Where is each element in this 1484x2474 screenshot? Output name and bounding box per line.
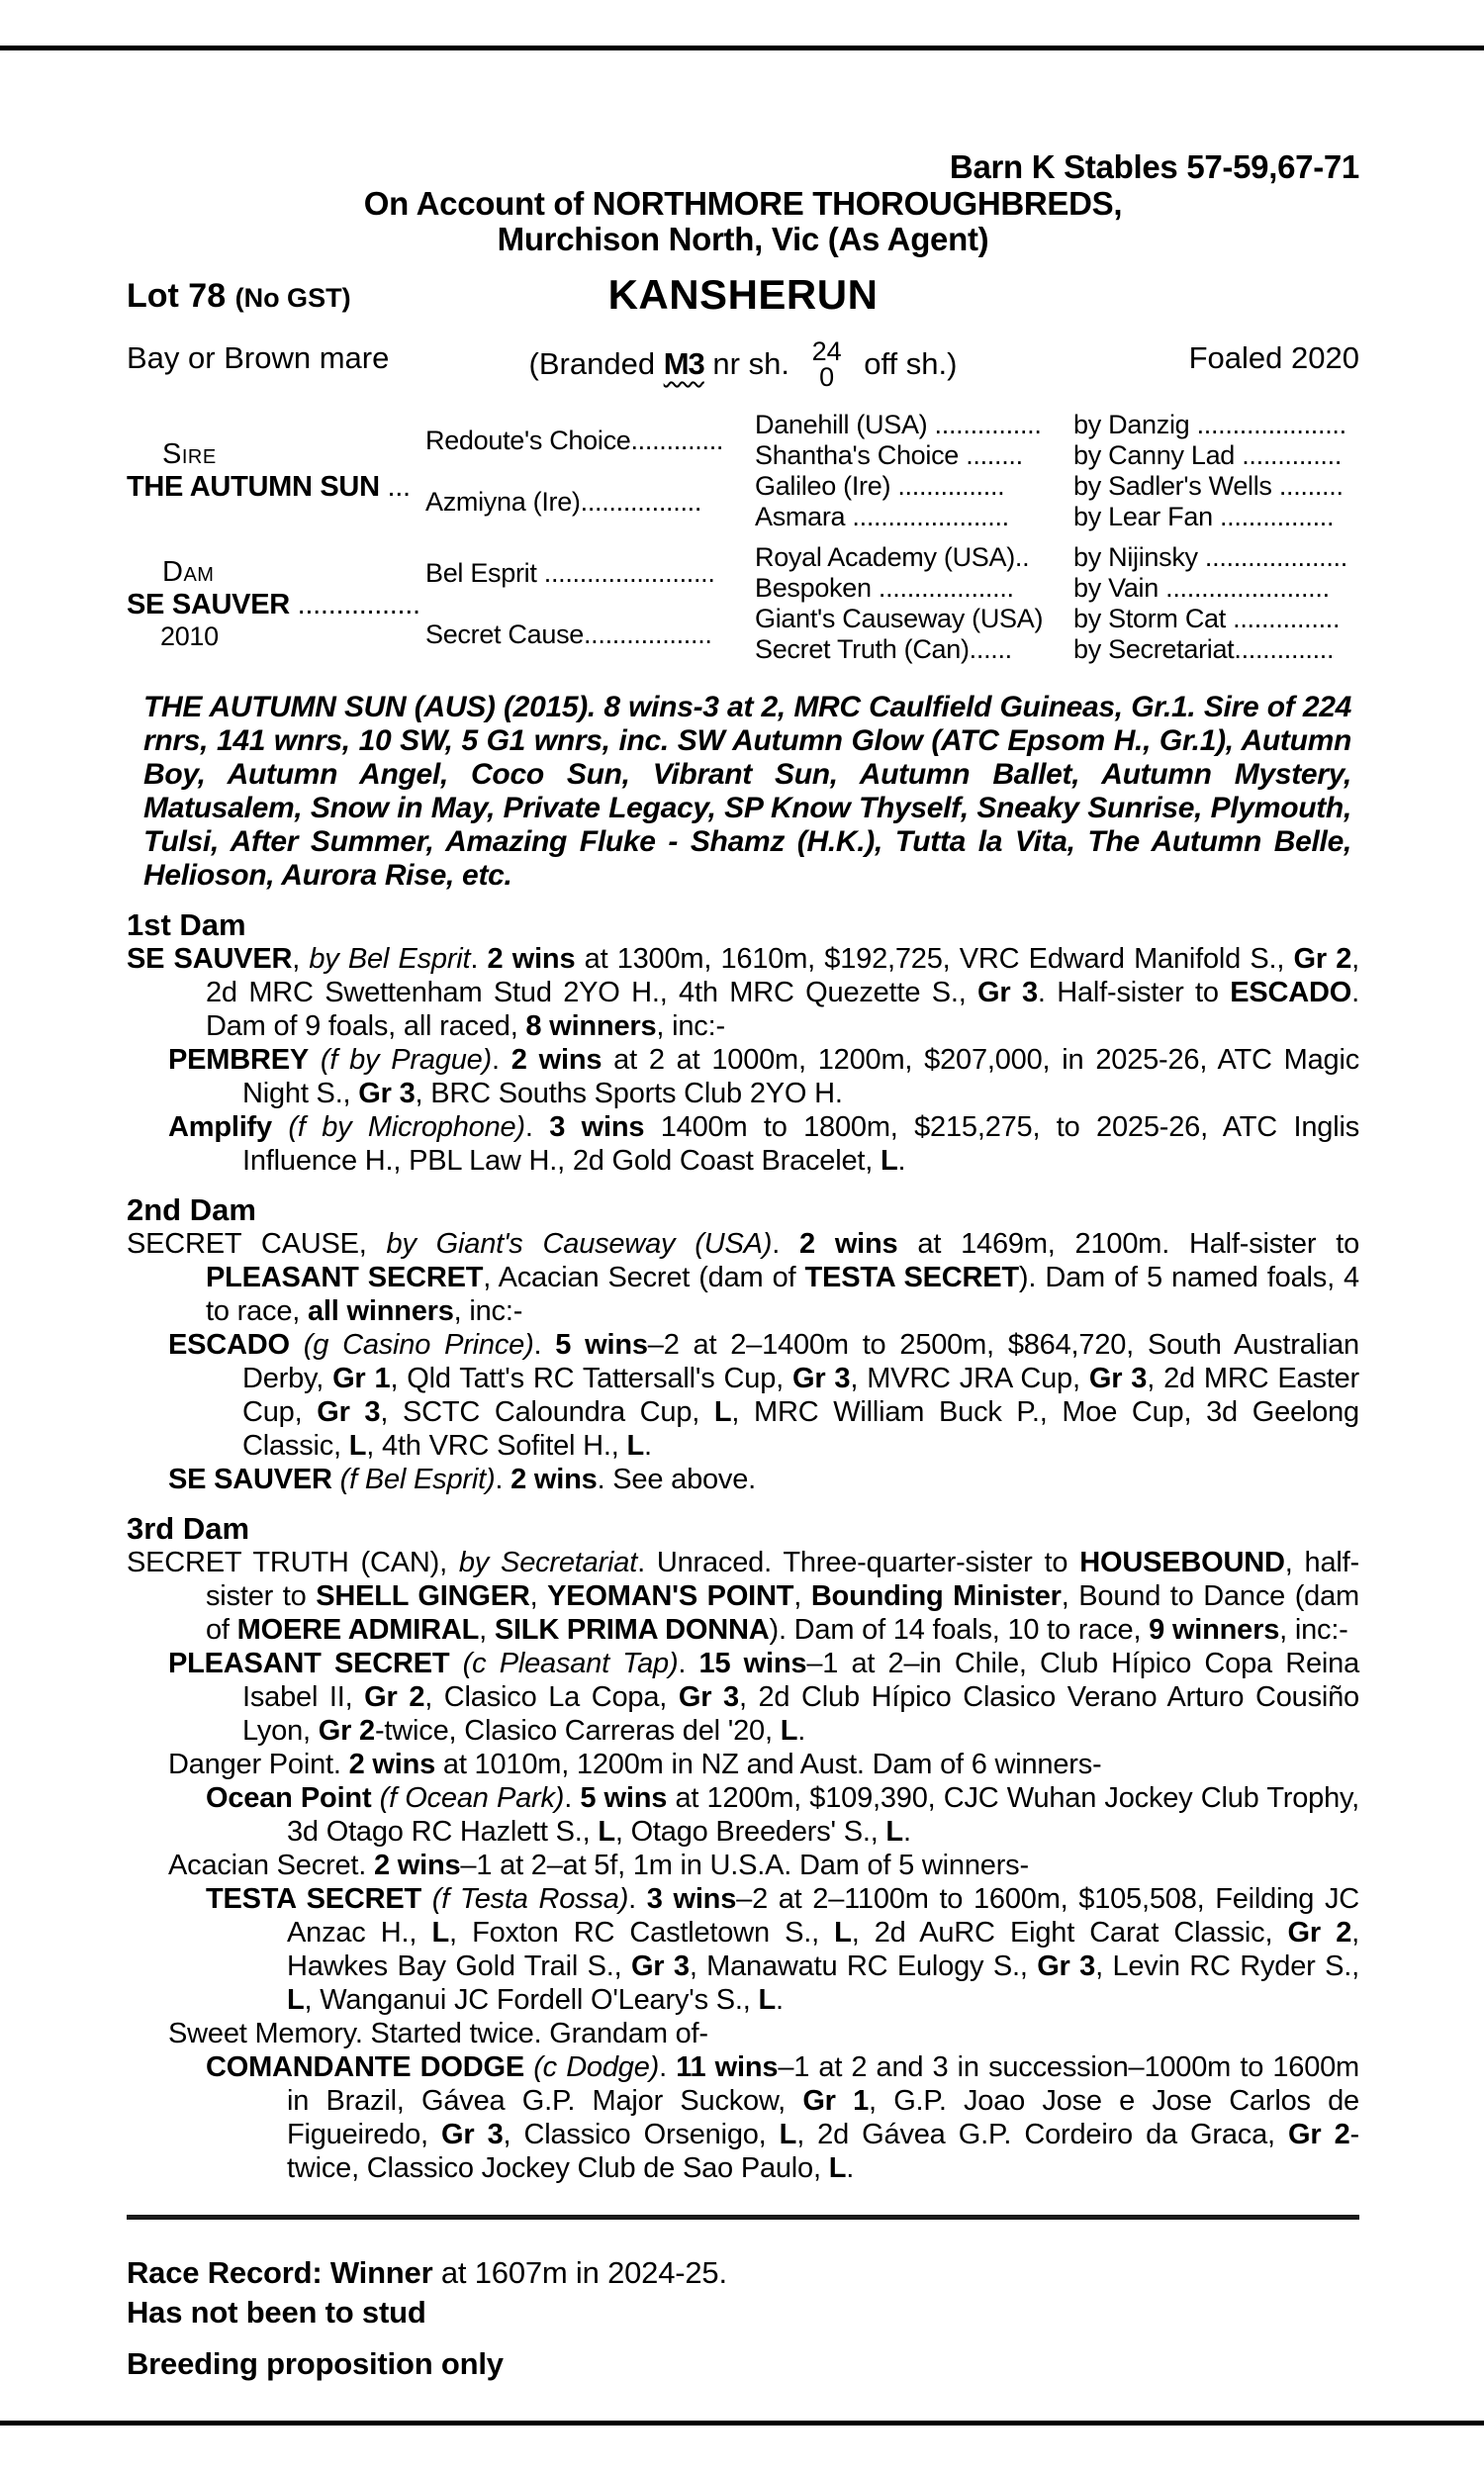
dam-name: SE SAUVER ................ xyxy=(127,588,420,620)
catalogue-paragraph: Amplify (f by Microphone). 3 wins 1400m to 1800m, $215,275, to 2025-26, ATC Inglis Influence H., PBL Law H., 2d Gold Coast Bracelet, L. xyxy=(168,1111,1360,1177)
brand-suffix: off sh.) xyxy=(864,346,958,382)
catalogue-paragraph: SECRET TRUTH (CAN), by Secretariat. Unraced. Three-quarter-sister to HOUSEBOUND, half-sister to SHELL GINGER, YEOMAN'S POINT, Bounding Minister, Bound to Dance (dam of MOERE ADMIRAL, SILK PRIMA DONNA). Dam of 14 foals, 10 to race, 9 winners, inc:- xyxy=(127,1547,1359,1646)
colour-sex: Bay or Brown mare xyxy=(127,340,390,375)
pedigree-grandparent: Shantha's Choice ........ xyxy=(755,440,1023,470)
catalogue-paragraph: Breeding proposition only xyxy=(127,2346,504,2381)
catalogue-paragraph: PLEASANT SECRET (c Pleasant Tap). 15 wins–1 at 2–in Chile, Club Hípico Copa Reina Isabel II, Gr 2, Clasico La Copa, Gr 3, 2d Club Hípico Clasico Verano Arturo Cousiño Lyon, Gr 2-twice, Clasico Carreras del '20, L. xyxy=(168,1648,1360,1747)
catalogue-paragraph: SE SAUVER, by Bel Esprit. 2 wins at 1300m, 1610m, $192,725, VRC Edward Manifold S., Gr 2, 2d MRC Swettenham Stud 2YO H., 4th MRC Quezette S., Gr 3. Half-sister to ESCADO. Dam of 9 foals, all raced, 8 winners, inc:- xyxy=(127,943,1360,1042)
catalogue-paragraph: Has not been to stud xyxy=(127,2295,426,2330)
pedigree-parent: Bel Esprit ........................ xyxy=(425,557,715,588)
brand-prefix: (Branded xyxy=(528,346,656,382)
dam-label: Dam xyxy=(162,555,215,588)
pedigree-grandparent: Danehill (USA) ............... xyxy=(755,410,1042,439)
pedigree-by-sire: by Sadler's Wells ......... xyxy=(1073,471,1344,501)
catalogue-paragraph: ESCADO (g Casino Prince). 5 wins–2 at 2–1400m to 2500m, $864,720, South Australian Derby, Gr 1, Qld Tatt's RC Tattersall's Cup, Gr 3, MVRC JRA Cup, Gr 3, 2d MRC Easter Cup, Gr 3, SCTC Caloundra Cup, L, MRC William Buck P., Moe Cup, 3d Geelong Classic, L, 4th VRC Sofitel H., L. xyxy=(168,1329,1359,1462)
brand-description xyxy=(127,336,1359,392)
dam-section-heading: 2nd Dam xyxy=(127,1192,256,1227)
page-top-rule xyxy=(0,46,1484,50)
dam-block xyxy=(127,542,425,665)
dam-section-heading: 3rd Dam xyxy=(127,1511,250,1546)
description-row xyxy=(127,331,1359,392)
pedigree-by-sire: by Danzig ..................... xyxy=(1073,410,1346,439)
lot-label: Lot 78 xyxy=(127,277,227,315)
sire-block xyxy=(127,410,425,532)
pedigree-grandparent: Giant's Causeway (USA) xyxy=(755,604,1044,633)
pedigree-parent: Redoute's Choice............. xyxy=(425,425,724,455)
pedigree-by-sire: by Lear Fan ................ xyxy=(1073,502,1335,531)
location-line: Murchison North, Vic (As Agent) xyxy=(497,221,989,257)
catalogue-paragraph: Danger Point. 2 wins at 1010m, 1200m in NZ and Aust. Dam of 6 winners- xyxy=(168,1749,1102,1780)
catalogue-paragraph: Race Record: Winner at 1607m in 2024-25. xyxy=(127,2255,727,2290)
pedigree-table xyxy=(127,410,1359,665)
race-record xyxy=(127,2253,1359,2384)
pedigree-grandparent: Asmara ...................... xyxy=(755,502,1009,531)
pedigree-grandparent: Secret Truth (Can)...... xyxy=(755,634,1012,664)
pedigree-by-sire: by Storm Cat ............... xyxy=(1073,604,1341,633)
catalogue-paragraph: SE SAUVER (f Bel Esprit). 2 wins. See above. xyxy=(168,1464,757,1495)
catalogue-paragraph: Acacian Secret. 2 wins–1 at 2–at 5f, 1m in U.S.A. Dam of 5 winners- xyxy=(168,1850,1029,1881)
brand-mark: M3 xyxy=(663,346,704,382)
pedigree-by-sire: by Nijinsky .................... xyxy=(1073,542,1347,572)
pedigree-parent: Azmiyna (Ire)................. xyxy=(425,486,702,517)
pedigree-parent: Secret Cause.................. xyxy=(425,618,712,649)
horse-name: KANSHERUN xyxy=(607,271,879,318)
catalogue-paragraph: Ocean Point (f Ocean Park). 5 wins at 1200m, $109,390, CJC Wuhan Jockey Club Trophy, 3d Otago RC Hazlett S., L, Otago Breeders' S., L. xyxy=(206,1782,1360,1848)
catalogue-page xyxy=(127,148,1359,2384)
pedigree-grandparent: Royal Academy (USA).. xyxy=(755,542,1030,572)
race-record-divider xyxy=(127,2215,1359,2220)
sire-label: Sire xyxy=(162,438,217,470)
sire-name: THE AUTUMN SUN ... xyxy=(127,471,411,503)
brand-number-bottom: 0 xyxy=(819,362,835,392)
foaled-year: Foaled 2020 xyxy=(1188,340,1359,375)
catalogue-paragraph: PEMBREY (f by Prague). 2 wins at 2 at 1000m, 1200m, $207,000, in 2025-26, ATC Magic Night S., Gr 3, BRC Souths Sports Club 2YO H. xyxy=(168,1044,1360,1109)
account-line: On Account of NORTHMORE THOROUGHBREDS, xyxy=(363,185,1123,222)
catalogue-paragraph: SECRET CAUSE, by Giant's Causeway (USA). 2 wins at 1469m, 2100m. Half-sister to PLEASANT SECRET, Acacian Secret (dam of TESTA SECRET). Dam of 5 named foals, 4 to race, all winners, inc:- xyxy=(127,1228,1360,1327)
dam-sections xyxy=(127,908,1359,2185)
pedigree-grandparent: Galileo (Ire) ............... xyxy=(755,471,1005,501)
pedigree-by-sire: by Secretariat.............. xyxy=(1073,634,1335,664)
catalogue-paragraph: COMANDANTE DODGE (c Dodge). 11 wins–1 at 2 and 3 in succession–1000m to 1600m in Brazil, Gávea G.P. Major Suckow, Gr 1, G.P. Joao Jose e Jose Carlos de Figueiredo, Gr 3, Classico Orsenigo, L, 2d Gávea G.P. Cordeiro da Graca, Gr 2-twice, Classico Jockey Club de Sao Paulo, L. xyxy=(206,2051,1360,2184)
dam-year: 2010 xyxy=(160,620,219,651)
pedigree-grandparent: Bespoken ................... xyxy=(755,573,1014,603)
lot-row xyxy=(127,271,1359,321)
pedigree-by-sire: by Vain ....................... xyxy=(1073,573,1330,603)
barn-line: Barn K Stables 57-59,67-71 xyxy=(949,148,1359,185)
sire-summary: THE AUTUMN SUN (AUS) (2015). 8 wins-3 at 2, MRC Caulfield Guineas, Gr.1. Sire of 224 rnrs, 141 wnrs, 10 SW, 5 G1 wnrs, inc. SW Autumn Glow (ATC Epsom H., Gr.1), Autumn Boy, Autumn Angel, Coco Sun, Vibrant Sun, Autumn Ballet, Autumn Mystery, Matusalem, Snow in May, Private Legacy, SP Know Thyself, Sneaky Sunrise, Plymouth, Tulsi, After Summer, Amazing Fluke - Shamz (H.K.), Tutta la Vita, The Autumn Belle, Helioson, Aurora Rise, etc. xyxy=(143,691,1351,892)
brand-near-shoulder: nr sh. xyxy=(712,346,789,382)
catalogue-paragraph: Sweet Memory. Started twice. Grandam of- xyxy=(168,2018,708,2049)
page-bottom-rule xyxy=(0,2421,1484,2426)
pedigree-by-sire: by Canny Lad .............. xyxy=(1073,440,1343,470)
brand-number-stack xyxy=(812,338,842,390)
dam-section-heading: 1st Dam xyxy=(127,907,246,942)
catalogue-paragraph: TESTA SECRET (f Testa Rossa). 3 wins–2 at 2–1100m to 1600m, $105,508, Feilding JC Anzac H., L, Foxton RC Castletown S., L, 2d AuRC Eight Carat Classic, Gr 2, Hawkes Bay Gold Trail S., Gr 3, Manawatu RC Eulogy S., Gr 3, Levin RC Ryder S., L, Wanganui JC Fordell O'Leary's S., L. xyxy=(206,1883,1360,2016)
lot-gst-note: (No GST) xyxy=(234,283,351,313)
brand-number-top: 24 xyxy=(811,336,842,366)
